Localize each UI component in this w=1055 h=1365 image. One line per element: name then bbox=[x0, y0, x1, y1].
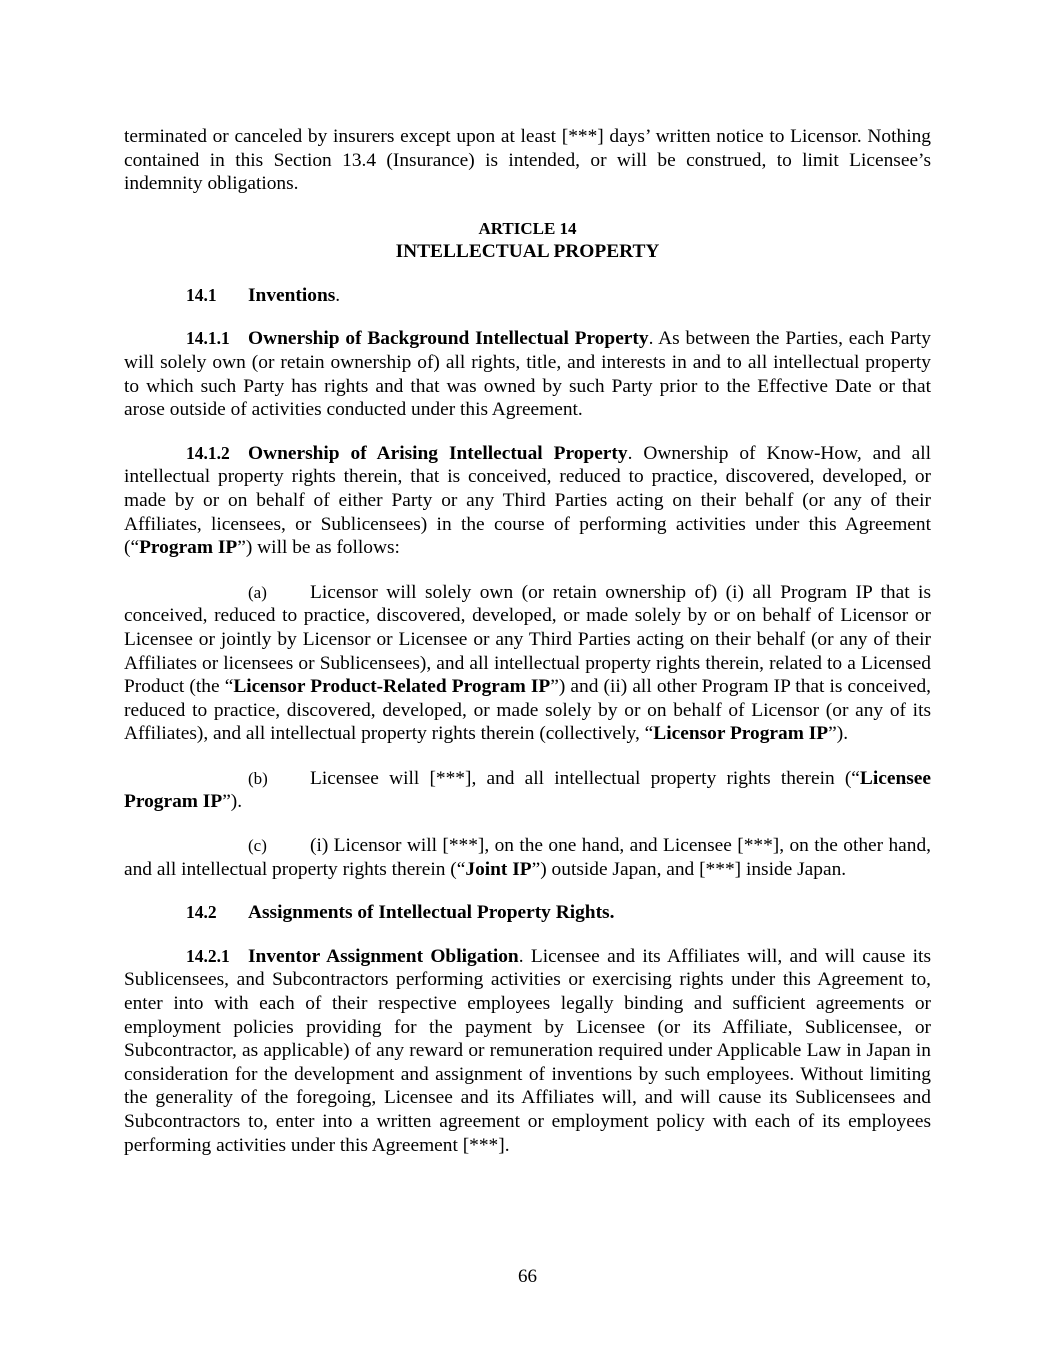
section-14-2 bbox=[124, 901, 931, 925]
section-title: Assignments of Intellectual Property Rights. bbox=[248, 902, 615, 924]
item-letter: (c) bbox=[248, 836, 267, 856]
item-text: ”). bbox=[222, 791, 243, 813]
defined-term: Licensor Program IP bbox=[653, 723, 829, 745]
section-number: 14.1.1 bbox=[186, 328, 230, 349]
section-title: Inventions bbox=[248, 284, 336, 306]
section-14-1-1 bbox=[124, 327, 931, 421]
page-number: 66 bbox=[518, 1266, 537, 1287]
section-number: 14.1.2 bbox=[186, 442, 230, 463]
section-number: 14.1 bbox=[186, 284, 217, 305]
intro-paragraph: terminated or canceled by insurers except upon at least [***] days’ written notice to Licensor. Nothing contained in this Section 13.4 (Insurance) is intended, or will be construed, to limit Licensee’s indemnity obligations. bbox=[124, 126, 931, 195]
item-text: ”) outside Japan, and [***] inside Japan. bbox=[531, 858, 847, 880]
defined-term: Program IP bbox=[139, 537, 238, 559]
section-text: ”) will be as follows: bbox=[237, 537, 400, 559]
section-number: 14.2 bbox=[186, 902, 217, 923]
article-number: ARTICLE 14 bbox=[478, 218, 577, 238]
item-text: ”) and (ii) all other Program IP that is conceived, reduced to practice, discovered, developed, or made solely by or on behalf of Licensor (or any of its Affiliates), and all intellectual property rights therein (collectively, “ bbox=[124, 676, 931, 745]
section-text: . As between the Parties, each Party will solely own (or retain ownership of) all rights, title, and interests in and to all intellectual property to which such Party has rights and that was owned by such Party prior to the Effective Date or that arose outside of activities conducted under this Agreement. bbox=[124, 328, 931, 421]
section-punct: . bbox=[335, 284, 341, 306]
item-b bbox=[124, 767, 931, 814]
item-text: Licensee will [***], and all intellectual property rights therein (“ bbox=[310, 767, 860, 789]
defined-term: Joint IP bbox=[465, 858, 532, 880]
section-number: 14.2.1 bbox=[186, 945, 230, 966]
section-title: Ownership of Arising Intellectual Property bbox=[248, 442, 628, 464]
item-text: Licensor will solely own (or retain ownership of) (i) all Program IP that is conceived, reduced to practice, discovered, developed, or made solely by or on behalf of Licensor or Licensee or jointly by Licensor or Licensee or any Third Parties acting on their behalf (or any of their Affiliates or licensees or Sublicensees), and all intellectual property rights therein, related to a Licensed Product (the “ bbox=[124, 581, 931, 698]
section-text: . Ownership of Know-How, and all intellectual property rights therein, that is conceived, reduced to practice, discovered, developed, or made by or on behalf of either Party or any Third Parties acting on their behalf (or any of their Affiliates, licensees, or Sublicensees) in the course of performing activities under this Agreement (“ bbox=[124, 442, 931, 559]
article-title: INTELLECTUAL PROPERTY bbox=[395, 240, 660, 262]
defined-term: Licensee Program IP bbox=[124, 767, 931, 813]
section-14-1-2 bbox=[124, 442, 931, 560]
item-c bbox=[124, 834, 931, 881]
section-title: Inventor Assignment Obligation bbox=[248, 945, 519, 967]
section-text: . Licensee and its Affiliates will, and will cause its Sublicensees, and Subcontractors performing activities or exercising rights under this Agreement to, enter into with each of their respective employees legally binding and sufficient agreements or employment policies providing for the payment by Licensee (or its Affiliate, Sublicensee, or Subcontractor, as applicable) of any reward or remuneration required under Applicable Law in Japan in consideration for the development and assignment of inventions by such employees. Without limiting the generality of the foregoing, Licensee and its Affiliates will, and will cause its Sublicensees and Subcontractors to, enter into a written agreement or employment policy with each of its employees performing activities under this Agreement [***]. bbox=[124, 945, 931, 1156]
item-text: (i) Licensor will [***], on the one hand, and Licensee [***], on the other hand, and all intellectual property rights therein (“ bbox=[124, 835, 931, 880]
item-a bbox=[124, 581, 931, 746]
item-text: ”). bbox=[828, 723, 849, 745]
section-14-2-1 bbox=[124, 945, 931, 1157]
section-title: Ownership of Background Intellectual Property bbox=[248, 328, 649, 350]
document-page bbox=[124, 125, 931, 1157]
item-letter: (a) bbox=[248, 582, 267, 602]
item-letter: (b) bbox=[248, 768, 268, 788]
defined-term: Licensor Product-Related Program IP bbox=[233, 676, 551, 698]
section-14-1 bbox=[124, 284, 931, 308]
